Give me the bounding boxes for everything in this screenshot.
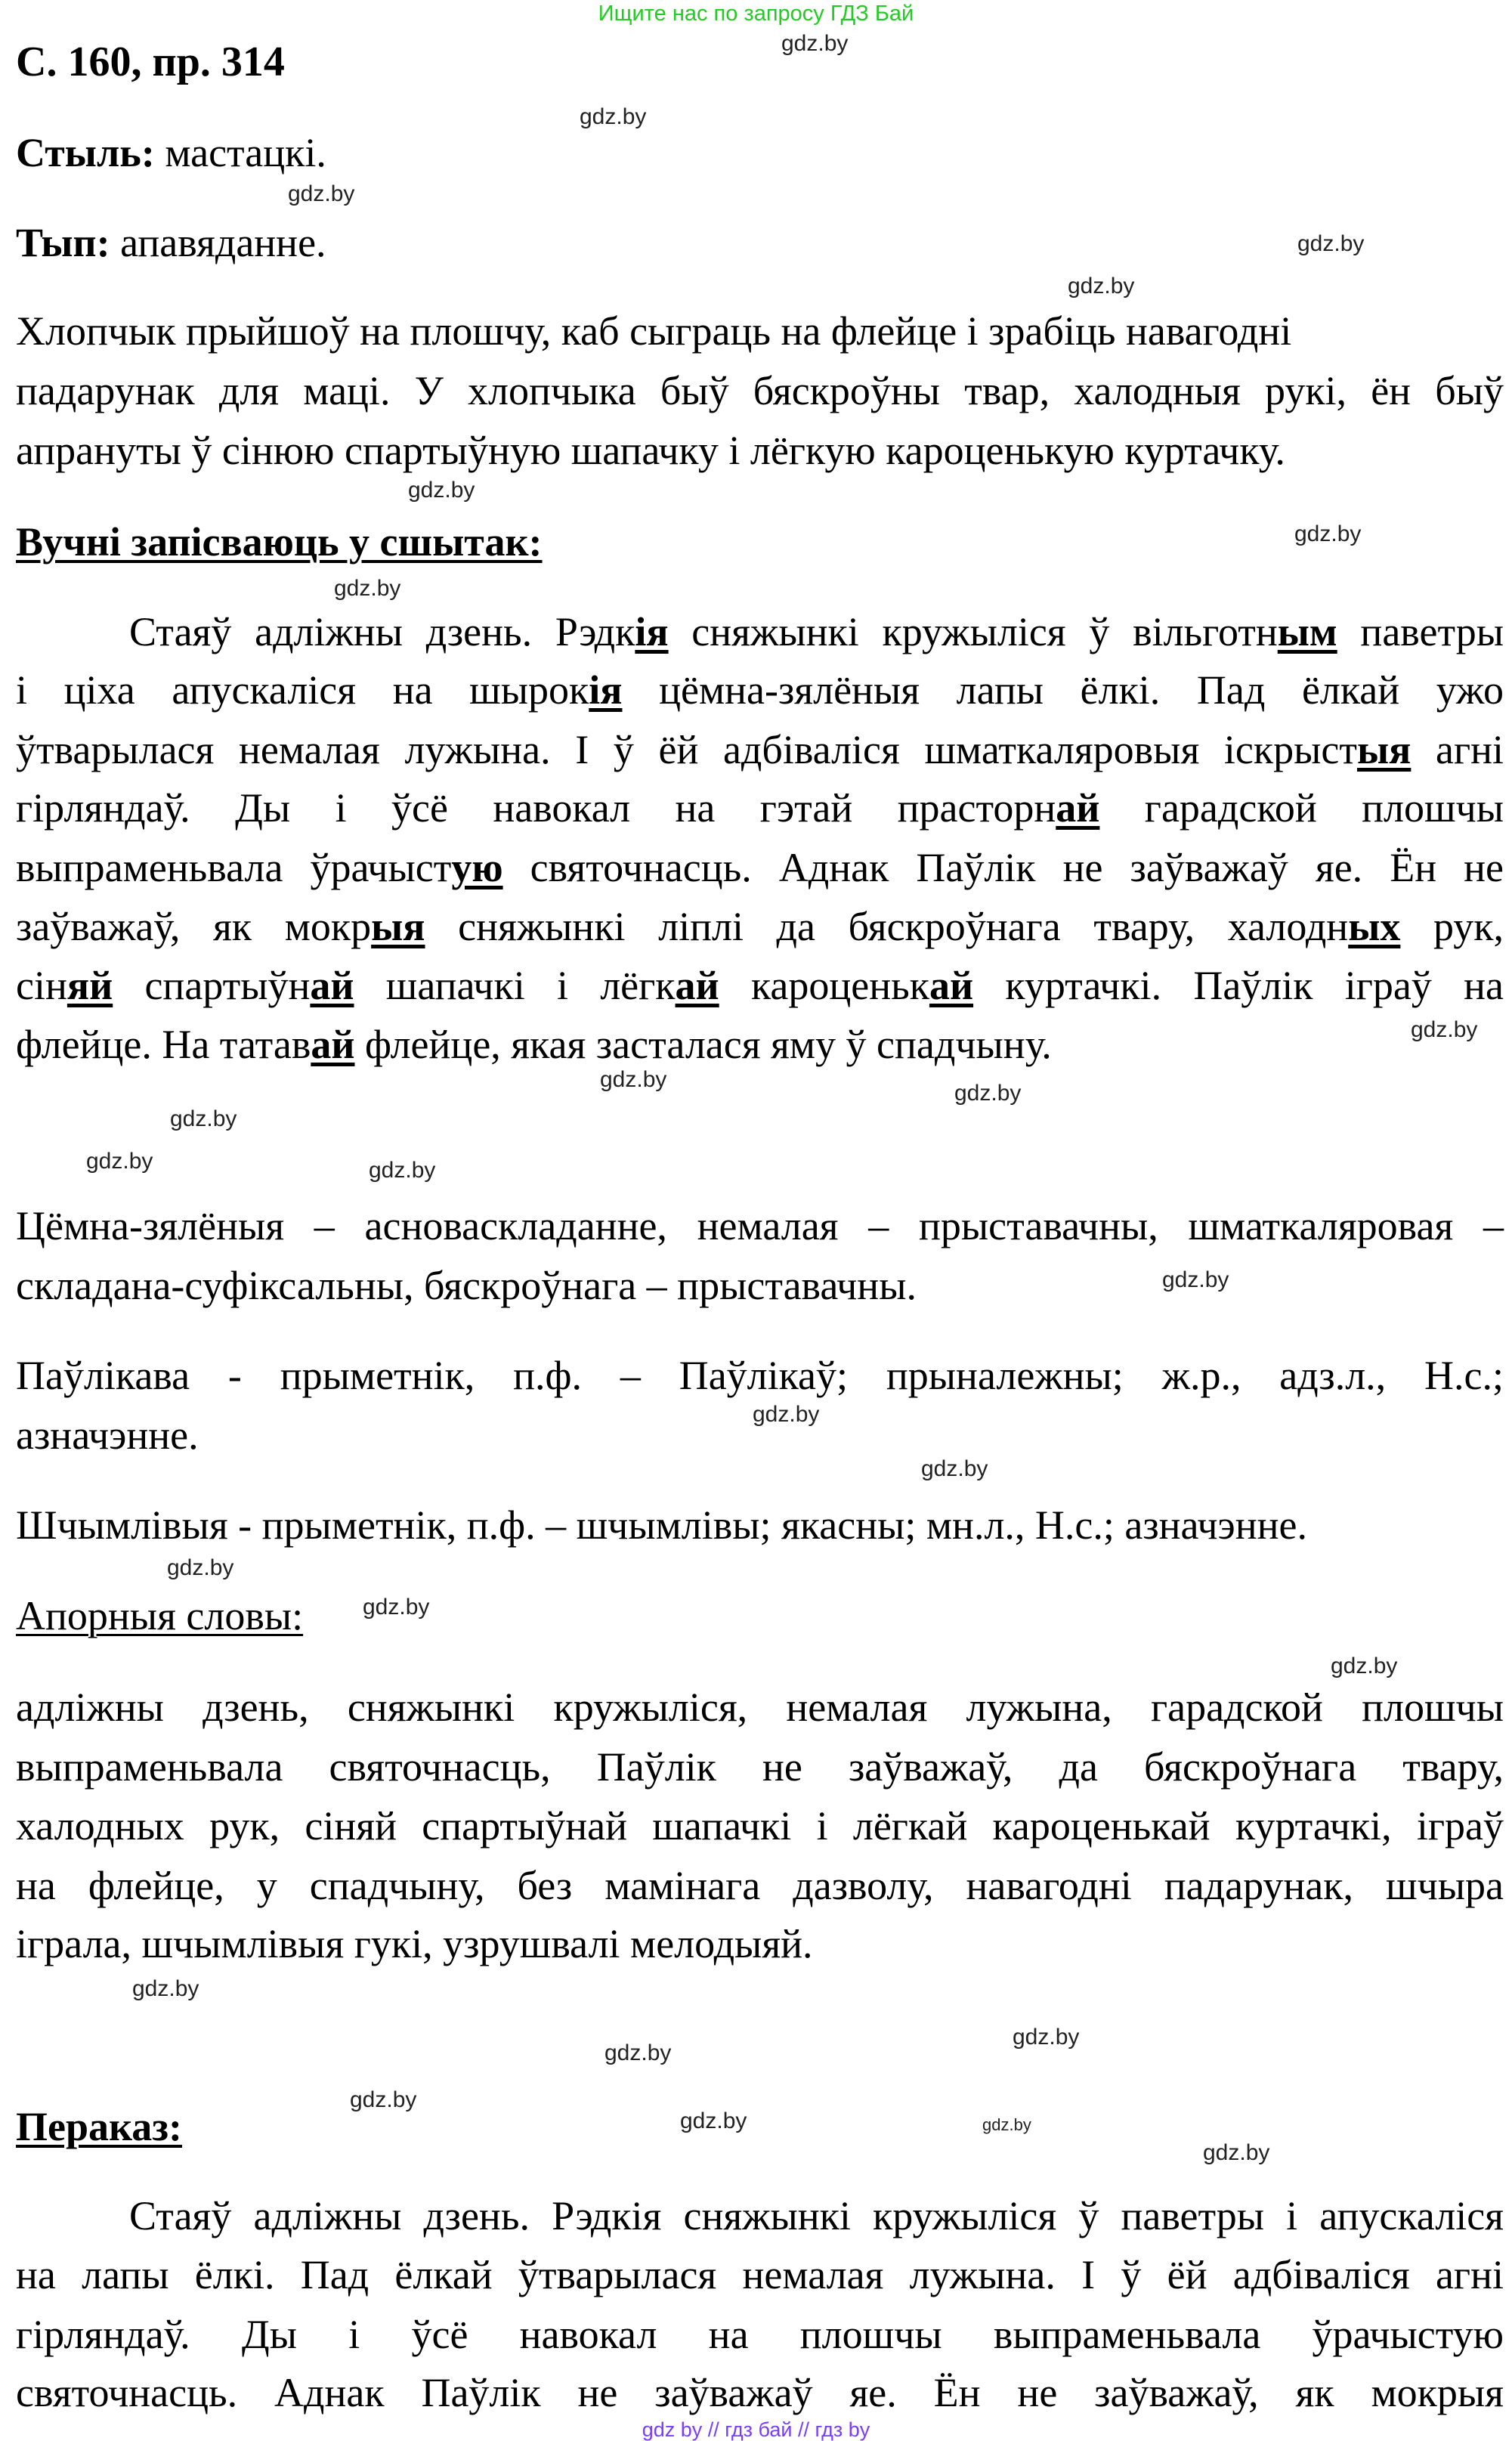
text-line bbox=[16, 2312, 1504, 2357]
text-segment: азначэнне. bbox=[16, 1412, 199, 1458]
text-segment: сін bbox=[16, 963, 67, 1008]
type-value: апавяданне. bbox=[110, 220, 326, 265]
highlighted-ending: ых bbox=[1348, 904, 1401, 949]
text-line bbox=[16, 1803, 1504, 1849]
highlighted-ending: ай bbox=[675, 963, 719, 1008]
text-line bbox=[16, 1412, 199, 1458]
text-segment: цёмна-зялёныя лапы ёлкі. Пад ёлкай ужо bbox=[622, 667, 1504, 713]
highlighted-ending: ыя bbox=[371, 904, 425, 949]
watermark-text: gdz.by bbox=[604, 2040, 672, 2065]
text-segment: заўважаў, як мокр bbox=[16, 904, 372, 949]
text-segment: шапачкі і лёгк bbox=[354, 963, 676, 1008]
text-line bbox=[16, 1203, 1504, 1248]
keywords-heading: Апорныя словы: bbox=[16, 1593, 304, 1638]
style-row bbox=[16, 130, 326, 175]
text-line bbox=[16, 2252, 1504, 2297]
watermark-text: gdz.by bbox=[170, 1106, 237, 1131]
text-segment: куртачкі. Паўлік іграў на bbox=[973, 963, 1504, 1008]
text-segment: выпраменьвала ўрачыст bbox=[16, 845, 452, 890]
text-segment: гірляндаў. Ды і ўсё навокал на плошчы выпраменьвала ўрачыстую bbox=[16, 2312, 1504, 2357]
watermark-text: gdz.by bbox=[680, 2108, 747, 2133]
text-segment: сняжынкі кружыліся ў вільготн bbox=[668, 609, 1278, 654]
text-segment: рук, bbox=[1400, 904, 1504, 949]
retelling-heading-row bbox=[16, 2104, 182, 2149]
notebook-heading-row bbox=[16, 519, 543, 565]
highlighted-ending: ыя bbox=[1356, 727, 1412, 772]
watermark-text: gdz.by bbox=[580, 104, 647, 129]
text-line bbox=[16, 845, 1504, 890]
watermark-text: gdz.by bbox=[982, 2115, 1031, 2134]
highlighted-ending: ай bbox=[1056, 785, 1100, 831]
highlighted-ending: ай bbox=[929, 963, 974, 1008]
text-line bbox=[16, 667, 1504, 713]
text-segment: сняжынкі ліплі да бяскроўнага твару, халодн bbox=[425, 904, 1349, 949]
watermark-text: gdz.by bbox=[1411, 1017, 1478, 1042]
footer-links[interactable]: gdz by // гдз бай // гдз by bbox=[642, 2418, 870, 2441]
text-line bbox=[16, 1685, 1504, 1730]
text-line bbox=[16, 2193, 1504, 2238]
watermark-text: gdz.by bbox=[408, 478, 475, 503]
text-segment: Шчымлівыя - прыметнік, п.ф. – шчымлівы; якасны; мн.л., Н.с.; азначэнне. bbox=[16, 1502, 1307, 1548]
text-segment: апрануты ў сінюю спартыўную шапачку і лёгкую кароценькую куртачку. bbox=[16, 428, 1285, 473]
text-segment: гарадской плошчы bbox=[1099, 785, 1504, 831]
keywords-heading-row bbox=[16, 1593, 303, 1638]
text-segment: і ціха апускаліся на шырок bbox=[16, 667, 589, 713]
watermark-text: gdz.by bbox=[1068, 274, 1135, 299]
text-line bbox=[16, 904, 1504, 949]
text-segment: халодных рук, сіняй спартыўнай шапачкі і лёгкай кароценькай куртачкі, іграў bbox=[16, 1803, 1504, 1849]
type-label: Тып: bbox=[16, 220, 110, 265]
watermark-text: gdz.by bbox=[288, 181, 355, 206]
text-segment: флейце. На татав bbox=[16, 1022, 311, 1067]
text-segment: іграла, шчымлівыя гукі, узрушвалі мелодыяй. bbox=[16, 1921, 813, 1966]
text-segment: спартыўн bbox=[113, 963, 311, 1008]
text-segment: святочнасць. Аднак Паўлік не заўважаў яе. Ён не bbox=[502, 845, 1504, 890]
watermark-text: gdz.by bbox=[1203, 2140, 1270, 2165]
text-line bbox=[16, 368, 1504, 413]
highlighted-ending: ія bbox=[589, 667, 623, 713]
text-line bbox=[16, 1022, 1052, 1067]
highlighted-ending: яй bbox=[66, 963, 113, 1008]
text-line bbox=[16, 609, 1504, 654]
watermark-text: gdz.by bbox=[753, 1402, 820, 1427]
highlighted-ending: ай bbox=[310, 963, 354, 1008]
text-segment: складана-суфіксальны, бяскроўнага – прыставачны. bbox=[16, 1263, 917, 1308]
highlighted-ending: ай bbox=[311, 1022, 355, 1067]
watermark-text: gdz.by bbox=[1162, 1267, 1229, 1292]
style-value: мастацкі. bbox=[154, 130, 326, 175]
retelling-heading: Пераказ: bbox=[16, 2104, 182, 2149]
text-segment: Цёмна-зялёныя – асноваскладанне, немалая – прыставачны, шматкаляровая – bbox=[16, 1203, 1504, 1248]
watermark-text: gdz.by bbox=[600, 1067, 667, 1092]
text-segment: адліжны дзень, сняжынкі кружыліся, немалая лужына, гарадской плошчы bbox=[16, 1685, 1504, 1730]
text-segment: кароценьк bbox=[719, 963, 929, 1008]
text-line bbox=[16, 1263, 917, 1308]
highlighted-ending: ую bbox=[451, 845, 503, 890]
text-segment: Стаяў адліжны дзень. Рэдкія сняжынкі кружыліся ў паветры і апускаліся bbox=[129, 2193, 1504, 2238]
highlighted-ending: ія bbox=[635, 609, 669, 654]
watermark-text: gdz.by bbox=[86, 1149, 153, 1174]
text-line bbox=[16, 1502, 1307, 1548]
type-row bbox=[16, 220, 326, 265]
text-segment: святочнасць. Аднак Паўлік не заўважаў яе. Ён не заўважаў, як мокрыя bbox=[16, 2370, 1504, 2415]
style-label: Стыль: bbox=[16, 130, 155, 175]
highlighted-ending: ым bbox=[1277, 609, 1337, 654]
text-line bbox=[16, 1744, 1504, 1790]
watermark-text: gdz.by bbox=[167, 1555, 234, 1580]
watermark-text: gdz.by bbox=[921, 1456, 988, 1481]
watermark-text: gdz.by bbox=[369, 1158, 436, 1183]
watermark-text: gdz.by bbox=[1297, 231, 1365, 256]
text-segment: агні bbox=[1411, 727, 1504, 772]
watermark-text: gdz.by bbox=[1331, 1654, 1398, 1678]
notebook-heading: Вучні запісваюць у сшытак: bbox=[16, 519, 543, 565]
text-segment: флейце, якая засталася яму ў спадчыну. bbox=[354, 1022, 1052, 1067]
text-line bbox=[16, 785, 1504, 831]
watermark-text: gdz.by bbox=[132, 1976, 199, 2001]
text-line bbox=[16, 1353, 1504, 1398]
watermark-text: gdz.by bbox=[1294, 521, 1362, 546]
watermark-text: gdz.by bbox=[1013, 2025, 1080, 2050]
watermark-text: gdz.by bbox=[334, 576, 401, 601]
text-line bbox=[16, 727, 1504, 772]
text-line bbox=[16, 963, 1504, 1008]
text-line bbox=[16, 308, 1291, 354]
text-segment: на флейце, у спадчыну, без мамінага дазволу, навагодні падарунак, шчыра bbox=[16, 1863, 1504, 1908]
text-line bbox=[16, 1921, 813, 1966]
watermark-text: gdz.by bbox=[350, 2087, 417, 2112]
text-segment: Стаяў адліжны дзень. Рэдк bbox=[129, 609, 635, 654]
text-segment: Паўлікава - прыметнік, п.ф. – Паўлікаў; прыналежны; ж.р., адз.л., Н.с.; bbox=[16, 1353, 1504, 1398]
text-segment: Хлопчык прыйшоў на плошчу, каб сыграць на флейце і зрабіць навагодні bbox=[16, 308, 1292, 354]
text-line bbox=[16, 1863, 1504, 1908]
text-segment: на лапы ёлкі. Пад ёлкай ўтварылася немалая лужына. І ў ёй адбіваліся агні bbox=[16, 2252, 1504, 2297]
text-segment: ўтварылася немалая лужына. І ў ёй адбіваліся шматкаляровыя іскрыст bbox=[16, 727, 1357, 772]
page-title: С. 160, пр. 314 bbox=[16, 39, 285, 85]
text-segment: выпраменьвала святочнасць, Паўлік не заўважаў, да бяскроўнага твару, bbox=[16, 1744, 1504, 1790]
text-segment: паветры bbox=[1337, 609, 1504, 654]
text-segment: гірляндаў. Ды і ўсё навокал на гэтай прасторн bbox=[16, 785, 1056, 831]
text-line bbox=[16, 428, 1285, 473]
watermark-text: gdz.by bbox=[954, 1081, 1022, 1106]
search-banner[interactable]: Ищите нас по запросу ГДЗ Бай bbox=[598, 2, 914, 26]
watermark-text: gdz.by bbox=[781, 31, 849, 56]
watermark-text: gdz.by bbox=[363, 1595, 430, 1620]
text-line bbox=[16, 2370, 1504, 2415]
text-segment: падарунак для маці. У хлопчыка быў бяскроўны твар, халодныя рукі, ён быў bbox=[16, 368, 1504, 413]
